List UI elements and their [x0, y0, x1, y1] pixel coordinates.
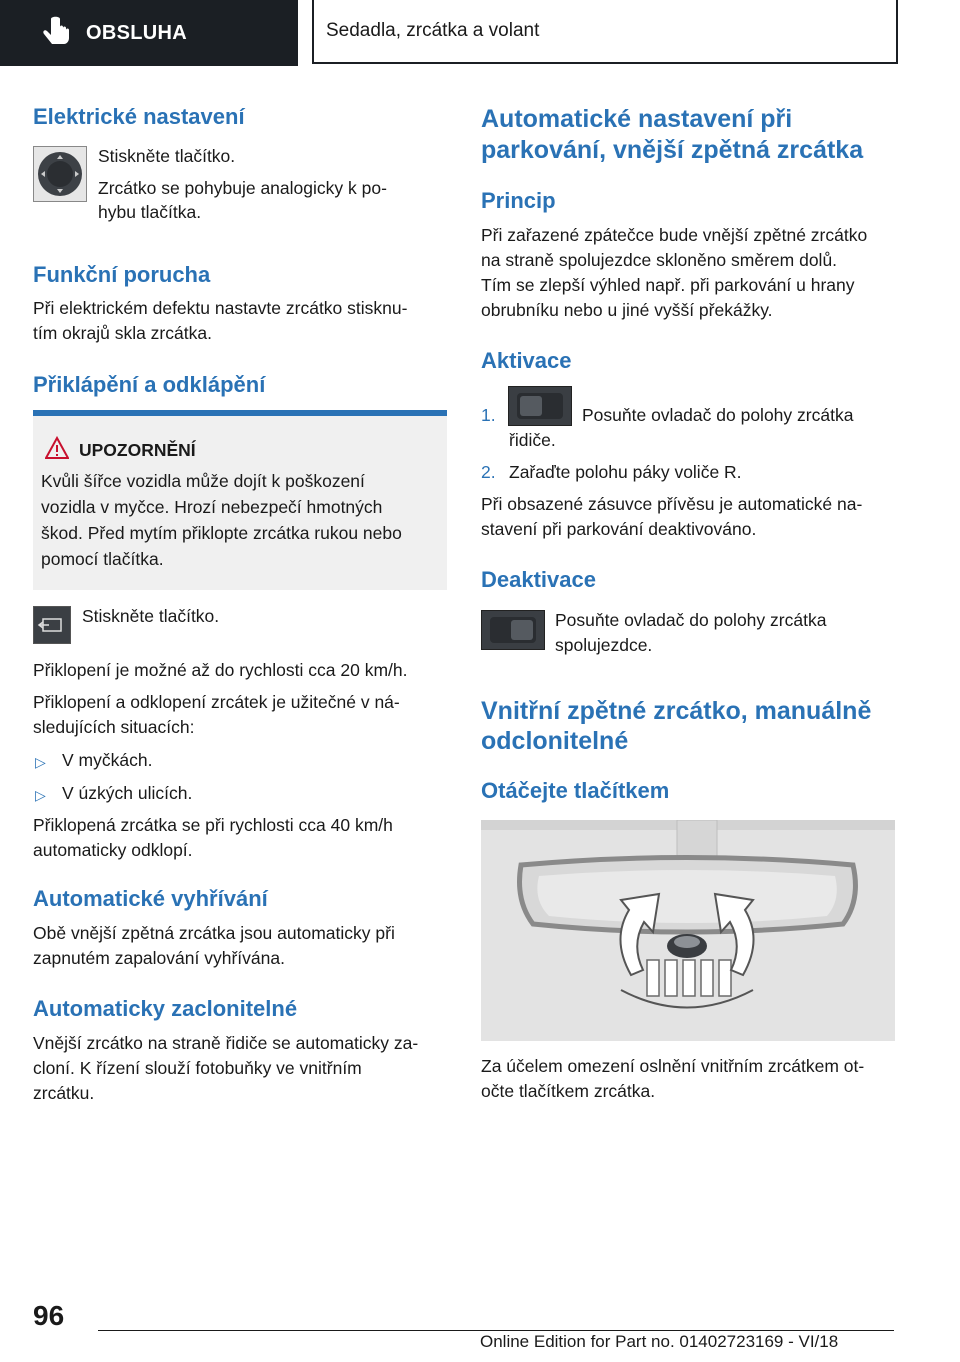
warning-text: [41, 468, 441, 572]
warning-box: [33, 416, 447, 590]
heading-heating: Automatické vyhřívání: [33, 886, 268, 911]
heading-inner-mirror-1: Vnitřní zpětné zrcátko, manuálně: [481, 697, 872, 725]
section-label: OBSLUHA: [86, 21, 187, 44]
text-porucha-2: tím okrajů skla zrcátka.: [33, 323, 212, 343]
text-useful-1: Přiklopení a odklopení zrcátek je užitečné v ná‐: [33, 692, 400, 712]
heading-otacejte: Otáčejte tlačítkem: [481, 778, 670, 803]
switch-icon: [482, 611, 544, 649]
heading-dimming: Automaticky zaclonitelné: [33, 996, 298, 1021]
text-mirror-moves-1: Zrcátko se pohybuje analogicky k po‐: [98, 178, 387, 198]
mirror-switch-passenger-image: [481, 610, 545, 650]
warning-line: škod. Před mytím přiklopte zrcátka rukou nebo: [41, 523, 402, 543]
fold-mirror-icon: [34, 607, 70, 643]
text-porucha-1: Při elektrickém defektu nastavte zrcátko stisknu‐: [33, 298, 408, 318]
footer-rule: [98, 1330, 894, 1331]
text-trailer-1: Při obsazené zásuvce přívěsu je automatické na‐: [481, 494, 863, 514]
text-dimming-1: Vnější zrcátko na straně řidiče se automaticky za‐: [33, 1033, 419, 1053]
rearview-mirror-illustration: [481, 820, 895, 1041]
caption-2: očte tlačítkem zrcátka.: [481, 1081, 656, 1101]
bullet-marker: ▷: [35, 787, 46, 803]
text-heating-2: zapnutém zapalování vyhřívána.: [33, 948, 285, 968]
bullet-text-1: V myčkách.: [62, 750, 153, 770]
page-header: [0, 0, 960, 66]
warning-triangle-icon: [45, 436, 69, 460]
heading-parking-2: parkování, vnější zpětná zrcátka: [481, 136, 864, 164]
heading-deaktivace: Deaktivace: [481, 567, 596, 592]
princip-line: Při zařazené zpátečce bude vnější zpětné zrcátko: [481, 225, 868, 245]
chapter-box: [312, 0, 898, 64]
text-trailer-2: stavení při parkování deaktivováno.: [481, 519, 757, 539]
text-dimming-3: zrcátku.: [33, 1083, 95, 1103]
edition-text: Online Edition for Part no. 01402723169 - VI/18: [480, 1332, 839, 1351]
deakt-text-2: spolujezdce.: [555, 635, 653, 655]
princip-line: obrubníku nebo u jiné vyšší překážky.: [481, 300, 773, 320]
text-heating-1: Obě vnější zpětná zrcátka jsou automaticky při: [33, 923, 395, 943]
warning-line: Kvůli šířce vozidla může dojít k poškození: [41, 471, 365, 491]
warning-title: UPOZORNĚNÍ: [79, 440, 196, 460]
warning-line: vozidla v myčce. Hrozí nebezpečí hmotných: [41, 497, 383, 517]
mirror-adjust-button-image: [33, 146, 87, 202]
chapter-label: Sedadla, zrcátka a volant: [326, 20, 540, 41]
step1-text-2: řidiče.: [509, 430, 556, 450]
step-number: 1.: [481, 405, 496, 425]
heading-funkcni-porucha: Funkční porucha: [33, 262, 211, 287]
heading-priklapeni: Přiklápění a odklápění: [33, 372, 266, 397]
princip-line: na straně spolujezdce skloněno směrem dolů.: [481, 250, 838, 270]
switch-icon: [509, 387, 571, 425]
text-dimming-2: cloní. K řízení slouží fotobuňky ve vnitřním: [33, 1058, 362, 1078]
heading-princip: Princip: [481, 188, 556, 213]
mirror-switch-driver-image: [508, 386, 572, 426]
step-number: 2.: [481, 462, 496, 482]
text-press-button: Stiskněte tlačítko.: [98, 146, 236, 166]
princip-line: Tím se zlepší výhled např. při parkování u hrany: [481, 275, 855, 295]
deakt-text-1: Posuňte ovladač do polohy zrcátka: [555, 610, 827, 630]
dpad-icon: [34, 147, 86, 201]
heading-elektricke: Elektrické nastavení: [33, 104, 245, 129]
heading-inner-mirror-2: odclonitelné: [481, 727, 629, 755]
text-press-button-2: Stiskněte tlačítko.: [82, 606, 220, 626]
warning-line: pomocí tlačítka.: [41, 549, 164, 569]
text-mirror-moves-2: hybu tlačítka.: [98, 202, 202, 222]
step2-text: Zařaďte polohu páky voliče R.: [509, 462, 742, 482]
text-auto-fold-1: Přiklopená zrcátka se při rychlosti cca 40 km/h: [33, 815, 393, 835]
step1-text-1: Posuňte ovladač do polohy zrcátka: [582, 405, 854, 425]
fold-button-image: [33, 606, 71, 644]
text-useful-2: sledujících situacích:: [33, 717, 195, 737]
bullet-text-2: V úzkých ulicích.: [62, 783, 193, 803]
section-tab: [0, 0, 298, 66]
hand-pointer-icon: [36, 13, 76, 53]
inner-mirror-figure: [481, 820, 895, 1041]
page-number: 96: [33, 1300, 65, 1331]
caption-1: Za účelem omezení oslnění vnitřním zrcátkem ot‐: [481, 1056, 865, 1076]
text-speed-limit: Přiklopení je možné až do rychlosti cca 20 km/h.: [33, 660, 408, 680]
text-auto-fold-2: automaticky odklopí.: [33, 840, 193, 860]
heading-aktivace: Aktivace: [481, 348, 572, 373]
heading-parking-1: Automatické nastavení při: [481, 105, 793, 133]
bullet-marker: ▷: [35, 754, 46, 770]
